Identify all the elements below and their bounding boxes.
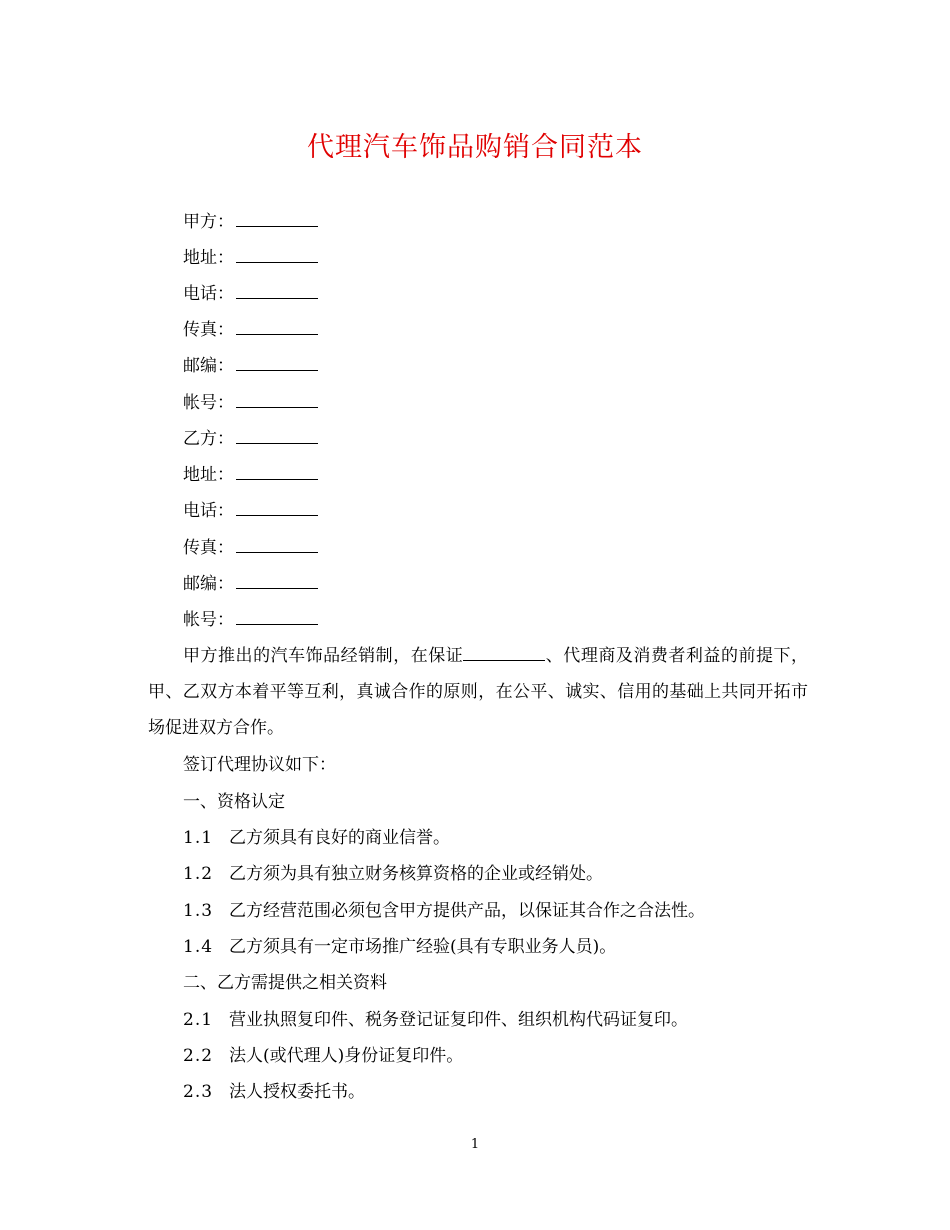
party-a-name-blank [236, 210, 318, 227]
section1-item [183, 899, 705, 923]
party-b-address-field [183, 463, 318, 487]
party-a-name-field [183, 210, 318, 234]
party-a-account-blank [236, 391, 318, 408]
page-number: 1 [470, 1137, 480, 1152]
party-b-postcode-field [183, 572, 318, 596]
section2-item [183, 1008, 688, 1032]
party-b-fax-label: 传真： [183, 538, 234, 558]
party-b-name-blank [236, 427, 318, 444]
party-a-address-blank [236, 246, 318, 263]
section1-item [183, 826, 450, 850]
intro-text-after: 、代理商及消费者利益的前提下，甲、乙双方本着平等互利，真诚合作的原则，在公平、诚实、信用的基础上共同开拓市场促进双方合作。 [148, 646, 809, 738]
item-text: 乙方须具有一定市场推广经验(具有专职业务人员)。 [229, 937, 617, 957]
party-b-account-field [183, 608, 318, 632]
item-text: 营业执照复印件、税务登记证复印件、组织机构代码证复印。 [229, 1010, 688, 1030]
party-a-phone-blank [236, 282, 318, 299]
party-a-postcode-label: 邮编： [183, 356, 234, 376]
agreement-intro: 签订代理协议如下： [183, 755, 336, 775]
item-number: 1.4 [183, 937, 214, 957]
party-a-account-field [183, 391, 318, 415]
intro-blank [463, 644, 545, 661]
intro-paragraph [148, 638, 808, 746]
party-b-postcode-label: 邮编： [183, 574, 234, 594]
section2-item [183, 1080, 365, 1104]
party-a-phone-field [183, 282, 318, 306]
item-text: 法人(或代理人)身份证复印件。 [229, 1046, 464, 1066]
section2-heading: 二、乙方需提供之相关资料 [183, 973, 387, 993]
item-text: 乙方经营范围必须包含甲方提供产品，以保证其合作之合法性。 [229, 901, 705, 921]
party-b-fax-field [183, 536, 318, 560]
document-title: 代理汽车饰品购销合同范本 [307, 132, 643, 163]
section2-item [183, 1044, 463, 1068]
item-text: 乙方须为具有独立财务核算资格的企业或经销处。 [229, 864, 603, 884]
party-b-name-label: 乙方： [183, 429, 234, 449]
party-b-address-blank [236, 463, 318, 480]
item-number: 2.2 [183, 1046, 214, 1066]
party-a-name-label: 甲方： [183, 212, 234, 232]
party-a-phone-label: 电话： [183, 284, 234, 304]
party-b-phone-label: 电话： [183, 501, 234, 521]
section1-heading: 一、资格认定 [183, 792, 285, 812]
party-a-account-label: 帐号： [183, 393, 234, 413]
party-b-phone-field [183, 499, 318, 523]
party-b-postcode-blank [236, 572, 318, 589]
intro-text-before: 甲方推出的汽车饰品经销制，在保证 [183, 646, 464, 666]
party-b-account-label: 帐号： [183, 610, 234, 630]
item-text: 法人授权委托书。 [229, 1082, 365, 1102]
item-number: 1.2 [183, 864, 214, 884]
item-number: 2.1 [183, 1010, 214, 1030]
item-number: 1.3 [183, 901, 214, 921]
item-number: 1.1 [183, 828, 214, 848]
party-a-address-label: 地址： [183, 248, 234, 268]
party-a-postcode-field [183, 354, 318, 378]
party-b-address-label: 地址： [183, 465, 234, 485]
item-number: 2.3 [183, 1082, 214, 1102]
party-b-phone-blank [236, 499, 318, 516]
party-a-fax-blank [236, 318, 318, 335]
section1-item [183, 935, 616, 959]
party-b-account-blank [236, 608, 318, 625]
party-b-fax-blank [236, 536, 318, 553]
section1-item [183, 862, 603, 886]
party-a-fax-field [183, 318, 318, 342]
party-a-fax-label: 传真： [183, 320, 234, 340]
party-a-postcode-blank [236, 354, 318, 371]
party-b-name-field [183, 427, 318, 451]
item-text: 乙方须具有良好的商业信誉。 [229, 828, 450, 848]
party-a-address-field [183, 246, 318, 270]
